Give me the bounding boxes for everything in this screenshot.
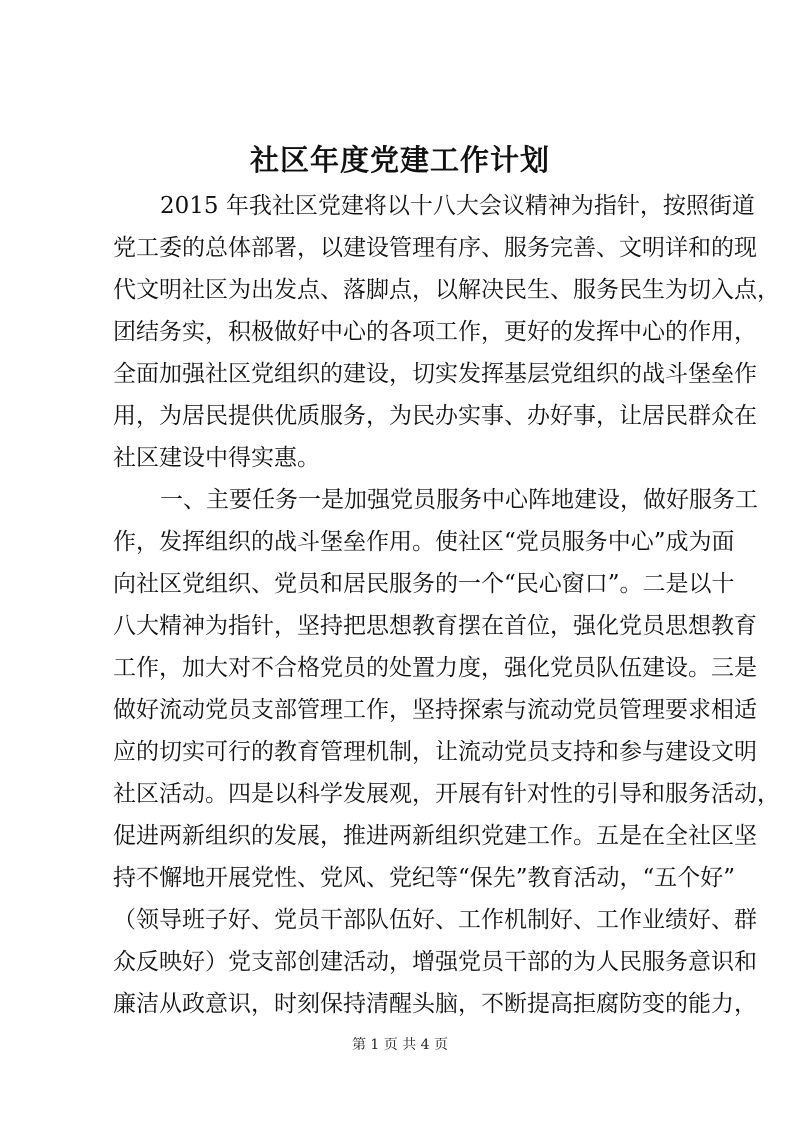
paragraph-line: （领导班子好、党员干部队伍好、工作机制好、工作业绩好、群 (113, 907, 757, 933)
document-title: 社区年度党建工作计划 (249, 143, 550, 177)
paragraph-line: 2015 年我社区党建将以十八大会议精神为指针，按照街道 (160, 193, 755, 219)
paragraph-line: 促进两新组织的发展，推进两新组织党建工作。五是在全社区坚 (113, 823, 757, 849)
paragraph-line: 众反映好）党支部创建活动，增强党员干部的为人民服务意识和 (113, 949, 757, 975)
paragraph-line: 社区建设中得实惠。 (113, 445, 320, 471)
paragraph-line: 一、主要任务一是加强党员服务中心阵地建设，做好服务工 (160, 487, 758, 513)
paragraph-line: 做好流动党员支部管理工作，坚持探索与流动党员管理要求相适 (113, 697, 757, 723)
paragraph-line: 廉洁从政意识，时刻保持清醒头脑，不断提高拒腐防变的能力， (113, 991, 757, 1017)
paragraph-line: 团结务实，积极做好中心的各项工作，更好的发挥中心的作用， (113, 319, 757, 345)
paragraph-line: 全面加强社区党组织的建设，切实发挥基层党组织的战斗堡垒作 (113, 361, 757, 387)
paragraph-line: 党工委的总体部署，以建设管理有序、服务完善、文明详和的现 (113, 235, 757, 261)
paragraph-line: 社区活动。四是以科学发展观，开展有针对性的引导和服务活动， (113, 781, 780, 807)
paragraph-line: 应的切实可行的教育管理机制，让流动党员支持和参与建设文明 (113, 739, 757, 765)
paragraph-line: 八大精神为指针，坚持把思想教育摆在首位，强化党员思想教育 (113, 613, 757, 639)
paragraph-line: 代文明社区为出发点、落脚点，以解决民生、服务民生为切入点， (113, 277, 780, 303)
page-number: 第 1 页 共 4 页 (351, 1037, 449, 1053)
paragraph-line: 向社区党组织、党员和居民服务的一个“民心窗口”。二是以十 (113, 571, 735, 597)
paragraph-line: 工作，加大对不合格党员的处置力度，强化党员队伍建设。三是 (113, 655, 757, 681)
paragraph-line: 持不懈地开展党性、党风、党纪等“保先”教育活动，“五个好” (113, 865, 736, 891)
paragraph-line: 作，发挥组织的战斗堡垒作用。使社区“党员服务中心”成为面 (113, 529, 735, 555)
paragraph-line: 用，为居民提供优质服务，为民办实事、办好事，让居民群众在 (113, 403, 757, 429)
